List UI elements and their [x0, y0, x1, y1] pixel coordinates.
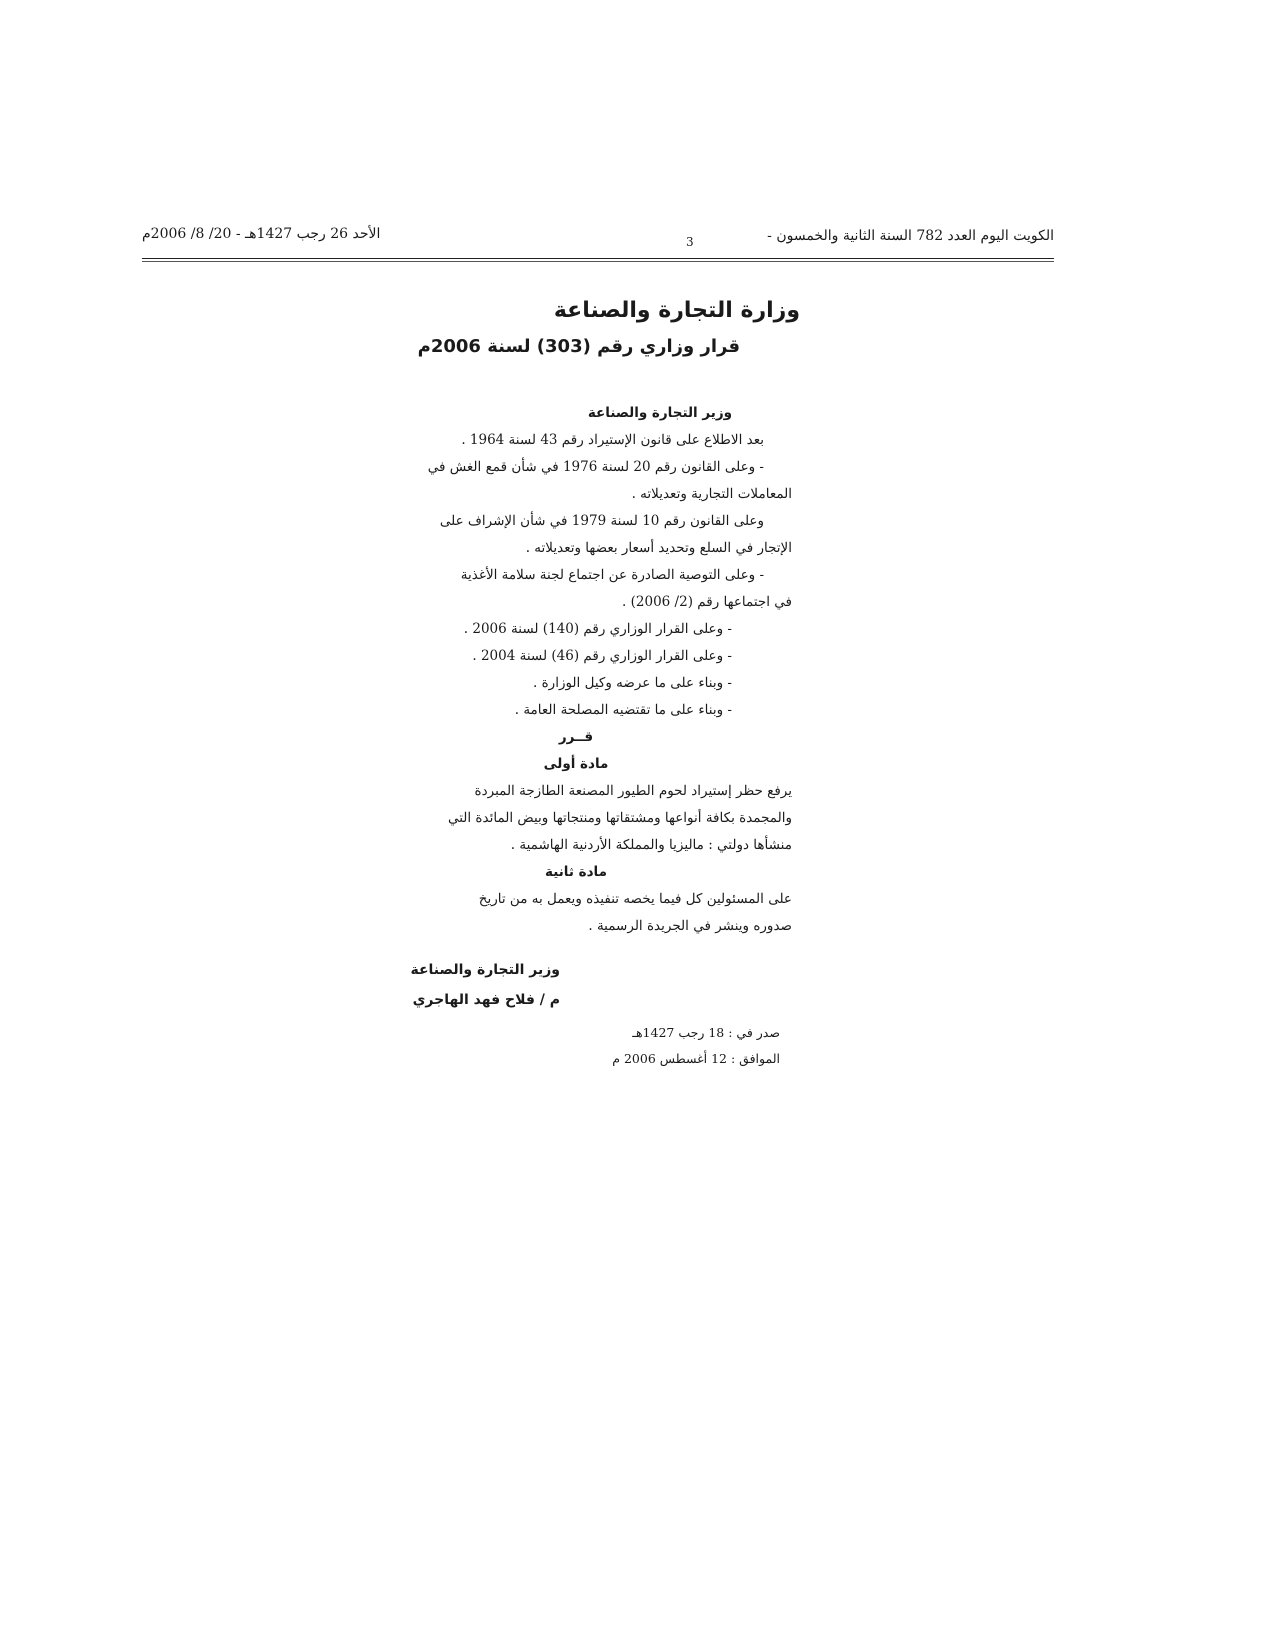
gazette-header-date: الأحد 26 رجب 1427هـ - 20/ 8/ 2006م — [142, 226, 381, 242]
header-divider-secondary — [142, 261, 1054, 262]
article-1-line: والمجمدة بكافة أنواعها ومشتقاتها ومنتجاتها وبيض المائدة التي — [447, 810, 792, 826]
preamble-line: - وعلى القرار الوزاري رقم (140) لسنة 2006 . — [463, 621, 732, 637]
issued-date: صدر في : 18 رجب 1427هـ — [632, 1025, 780, 1040]
gazette-header-issue: الكويت اليوم العدد 782 السنة الثانية والخمسون - — [767, 228, 1054, 244]
preamble-line: - وعلى القانون رقم 20 لسنة 1976 في شأن قمع الغش في — [427, 459, 764, 475]
preamble-line: المعاملات التجارية وتعديلاته . — [631, 486, 792, 502]
article-1-line: منشأها دولتي : ماليزيا والمملكة الأردنية الهاشمية . — [510, 837, 792, 853]
preamble-line: - وبناء على ما عرضه وكيل الوزارة . — [533, 675, 732, 691]
preamble-line: - وعلى التوصية الصادرة عن اجتماع لجنة سلامة الأغذية — [460, 567, 764, 583]
signatory-title: وزير التجارة والصناعة — [410, 962, 560, 978]
article-1-heading: مادة أولى — [543, 756, 609, 772]
addressee: وزير التجارة والصناعة — [587, 405, 732, 421]
article-2-line: صدوره وينشر في الجريدة الرسمية . — [588, 918, 792, 934]
issue-dates — [560, 1020, 780, 1072]
preamble-line: - وبناء على ما تقتضيه المصلحة العامة . — [514, 702, 732, 718]
signature-block — [360, 955, 560, 1015]
preamble-line: وعلى القانون رقم 10 لسنة 1979 في شأن الإشراف على — [439, 513, 764, 529]
corresponding-date: الموافق : 12 أغسطس 2006 م — [612, 1051, 780, 1066]
decides-heading: قــرر — [558, 729, 594, 745]
preamble-line: بعد الاطلاع على قانون الإستيراد رقم 43 لسنة 1964 . — [461, 432, 764, 448]
article-1-line: يرفع حظر إستيراد لحوم الطيور المصنعة الطازجة المبردة — [474, 783, 792, 799]
preamble-line: - وعلى القرار الوزاري رقم (46) لسنة 2004 . — [472, 648, 732, 664]
article-2-line: على المسئولين كل فيما يخصه تنفيذه ويعمل به من تاريخ — [478, 891, 792, 907]
signatory-name: م / فلاح فهد الهاجري — [412, 992, 560, 1008]
article-2-heading: مادة ثانية — [545, 864, 607, 880]
preamble-line: في اجتماعها رقم (2/ 2006) . — [622, 594, 792, 610]
header-divider — [142, 258, 1054, 259]
decision-body — [360, 400, 792, 940]
page-number: 3 — [686, 235, 694, 249]
preamble-line: الإتجار في السلع وتحديد أسعار بعضها وتعديلاته . — [525, 540, 792, 556]
decision-title: قرار وزاري رقم (303) لسنة 2006م — [417, 336, 740, 357]
ministry-title: وزارة التجارة والصناعة — [553, 298, 800, 323]
